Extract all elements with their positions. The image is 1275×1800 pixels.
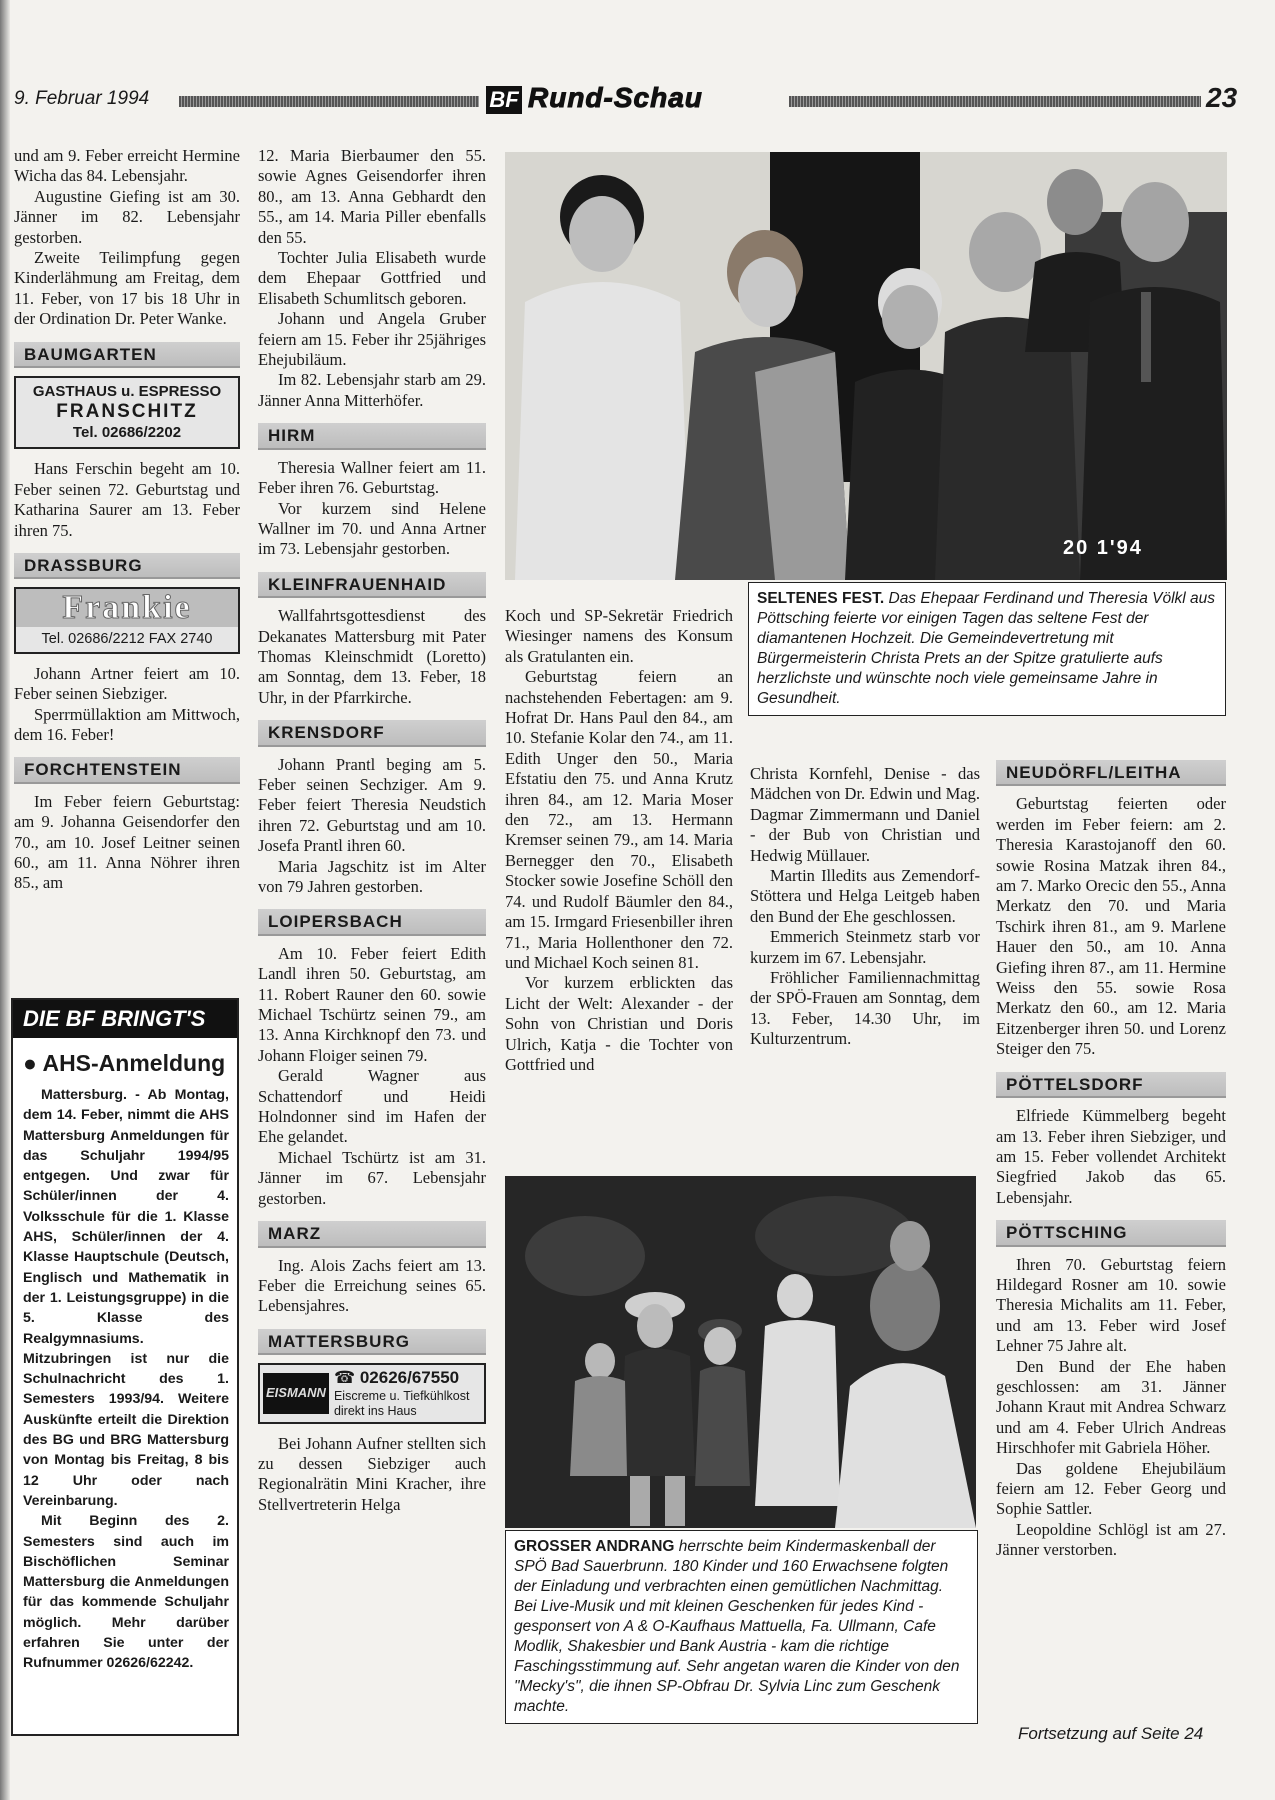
article-text: Bei Johann Aufner stellten sich zu dessen Siebziger auch Regionalrätin Mini Kracher, ihre Stellvertreterin Helga <box>258 1433 486 1514</box>
info-box-text: Mit Beginn des 2. Semesters sind auch im Bischöflichen Seminar Mattersburg die Anmeldungen für das kommende Schuljahr möglich. Mehr darüber erfahren Sie unter der Rufnummer 02626/62242. <box>23 1513 229 1672</box>
ad-frankie <box>14 587 240 653</box>
header-rule-right <box>789 96 1201 107</box>
column-1 <box>14 146 240 894</box>
caption-text: Das Ehepaar Ferdinand und Theresia Völkl aus Pöttsching feierte vor einigen Tagen das seltene Fest der diamantenen Hochzeit. Die Gemeindevertretung mit Bürgermeisterin Christa Prets an der Spitze gratulierte aufs herzlichste und wünschte noch viele gemeinsame Jahre in Gesundheit. <box>757 590 1216 707</box>
info-box-banner: DIE BF BRINGT'S <box>13 1000 237 1038</box>
article-text: Augustine Giefing ist am 30. Jänner im 82. Lebensjahr gestorben. <box>14 186 240 247</box>
page-header <box>14 82 1238 124</box>
photo-image <box>505 1176 976 1528</box>
article-text: Geburtstag feiern an nachstehenden Febertagen: am 9. Hofrat Dr. Hans Paul den 84., am 10. Stefanie Kolar den 74., am 11. Edith Unger den 50., Maria Efstatiu den 75. und Anna Krutz ihren 84., am 12. Maria Moser den 72., am 13. Hermann Kremser seinen 79., am 14. Maria Bernegger den 70., Elisabeth Stocker sowie Josefine Schöll den 74. und Rudolf Bäumler den 84., am 15. Irmgard Friesenbiller ihren 71., Maria Hollenthoner den 72. und Michael Koch seinen 81. <box>505 667 733 972</box>
ad-gasthaus-franschitz <box>14 376 240 449</box>
page-number: 23 <box>1206 82 1238 113</box>
article-text: Johann und Angela Gruber feiern am 15. Feber ihr 25jähriges Ehejubiläum. <box>258 309 486 370</box>
ad-eismann-logo: EISMANN <box>263 1373 329 1413</box>
article-text: 12. Maria Bierbaumer den 55. sowie Agnes Geisendorfer ihren 80., am 13. Anna Gebhardt den 55., am 14. Maria Piller ebenfalls den 55. <box>258 146 486 247</box>
ad-phone: Tel. 02686/2202 <box>72 423 182 441</box>
ad-phone: Tel. 02686/2212 FAX 2740 <box>41 631 213 648</box>
ad-eismann <box>258 1363 486 1423</box>
article-text: Theresia Wallner feiert am 11. Feber ihren 76. Geburtstag. <box>258 457 486 498</box>
info-box-title: AHS-Anmeldung <box>42 1050 226 1076</box>
section-heading-baumgarten: BAUMGARTEN <box>14 342 240 368</box>
article-text: Das goldene Ehejubiläum feiern am 12. Feber Georg und Sophie Sattler. <box>996 1458 1226 1519</box>
article-text: und am 9. Feber erreicht Hermine Wicha das 84. Lebensjahr. <box>14 146 240 186</box>
section-heading-poettelsdorf: PÖTTELSDORF <box>996 1072 1226 1098</box>
article-text: Im Feber feiern Geburtstag: am 9. Johanna Geisendorfer den 70., am 10. Josef Leitner seinen 60., am 11. Anna Nöhrer ihren 85., am <box>14 791 240 893</box>
photo-diamond-wedding <box>505 152 1227 580</box>
article-text: Vor kurzem erblickten das Licht der Welt: Alexander - der Sohn von Christian und Doris Ulrich, Katja - die Tochter von Gottfried und <box>505 973 733 1074</box>
caption-headline: GROSSER ANDRANG <box>514 1538 675 1555</box>
article-text: Fröhlicher Familiennachmittag der SPÖ-Frauen am Sonntag, dem 13. Feber, 14.30 Uhr, im Kulturzentrum. <box>750 968 980 1049</box>
article-text: Christa Kornfehl, Denise - das Mädchen von Dr. Edwin und Mag. Dagmar Zimmermann und Daniel - der Bub von Christian und Hedwig Müllauer. <box>750 764 980 865</box>
section-heading-mattersburg: MATTERSBURG <box>258 1329 486 1355</box>
article-text: Geburtstag feierten oder werden im Feber feiern: am 2. Theresia Karastojanoff den 60. sowie Rosina Matzak ihren 84., am 7. Marko Orecic den 55., Anna Merkatz den 70. und Maria Tschirk ihren 81., am 9. Marlene Hauer den 50., am 10. Anna Giefing ihren 87., am 11. Hermine Weiss den 55. sowie Rosa Merkatz den 60., am 12. Maria Eitzenberger ihren 50. und Lorenz Steiger den 75. <box>996 794 1226 1059</box>
header-rule-left <box>179 96 479 107</box>
article-text: Wallfahrtsgottesdienst des Dekanates Mattersburg mit Pater Thomas Kleinschmidt (Loretto) am Sonntag, dem 13. Feber, 18 Uhr, in der Pfarrkirche. <box>258 606 486 707</box>
section-heading-kleinfrauenhaid: KLEINFRAUENHAID <box>258 572 486 598</box>
article-text: Koch und SP-Sekretär Friedrich Wiesinger namens des Konsum als Gratulanten ein. <box>505 606 733 666</box>
article-text: Johann Artner feiert am 10. Feber seinen Siebziger. <box>14 663 240 704</box>
masthead-title: Rund-Schau <box>528 82 703 113</box>
article-text: Am 10. Feber feiert Edith Landl ihren 50. Geburtstag, am 11. Robert Rauner den 60. sowie Michael Tschürtz seinen 79., am 13. Anna Kirchknopf den 73. und Johann Floiger seinen 79. <box>258 943 486 1065</box>
bullet-icon: ● <box>23 1050 37 1076</box>
ad-phone: ☎ 02626/67550 <box>333 1368 460 1388</box>
photo-caption-diamond-wedding <box>748 582 1226 716</box>
section-heading-krensdorf: KRENSDORF <box>258 720 486 746</box>
caption-headline: SELTENES FEST. <box>757 590 885 607</box>
article-text: Elfriede Kümmelberg begeht am 13. Feber ihren Siebziger, und am 15. Feber vollendet Architekt Siegfried Jakob das 65. Lebensjahr. <box>996 1106 1226 1207</box>
section-heading-poettsching: PÖTTSCHING <box>996 1220 1226 1246</box>
photo-childrens-masked-ball <box>505 1176 976 1528</box>
article-text: Gerald Wagner aus Schattendorf und Heidi Holndonner sind im Hafen der Ehe gelandet. <box>258 1066 486 1147</box>
ad-frankie-logo: Frankie <box>16 589 238 627</box>
article-text: Vor kurzem sind Helene Wallner im 70. und Anna Artner im 73. Lebensjahr gestorben. <box>258 498 486 559</box>
photo-image <box>505 152 1227 580</box>
photo-date-stamp: 20 1'94 <box>1063 537 1143 559</box>
ad-line: GASTHAUS u. ESPRESSO <box>32 383 222 401</box>
column-4 <box>750 764 980 1050</box>
article-text: Emmerich Steinmetz starb vor kurzem im 67. Lebensjahr. <box>750 927 980 967</box>
ad-text: Eiscreme u. Tiefkühlkost direkt ins Haus <box>333 1388 470 1418</box>
article-text: Michael Tschürtz ist am 31. Jänner im 67. Lebensjahr gestorben. <box>258 1147 486 1208</box>
ad-brand: FRANSCHITZ <box>56 401 198 423</box>
column-5 <box>996 760 1226 1561</box>
article-text: Ing. Alois Zachs feiert am 13. Feber die Erreichung seines 65. Lebensjahres. <box>258 1255 486 1316</box>
article-text: Zweite Teilimpfung gegen Kinderlähmung am Freitag, dem 11. Feber, von 17 bis 18 Uhr in der Ordination Dr. Peter Wanke. <box>14 248 240 329</box>
info-box-text: Mattersburg. - Ab Montag, dem 14. Feber, nimmt die AHS Mattersburg Anmeldungen für das Schuljahr 1994/95 entgegen. Und zwar für Schüler/innen der 4. Volksschule für die 1. Klasse AHS, Schüler/innen der 4. Klasse Hauptschule (Deutsch, Englisch und Mathematik in der 1. Leistungsgruppe) in die 5. Klasse des Realgymnasiums. Mitzubringen ist nur die Schulnachricht des 1. Semesters 1993/94. Weitere Auskünfte erteilt die Direktion des BG und BRG Mattersburg von Montag bis Freitag, 8 bis 12 Uhr oder nach Vereinbarung. <box>23 1087 229 1509</box>
section-heading-forchtenstein: FORCHTENSTEIN <box>14 757 240 783</box>
article-text: Sperrmüllaktion am Mittwoch, dem 16. Feber! <box>14 704 240 744</box>
caption-text: herrschte beim Kindermaskenball der SPÖ Bad Sauerbrunn. 180 Kinder und 160 Erwachsene folgten der Einladung und verbrachten einen gemütlichen Nachmittag. Bei Live-Musik und mit kleinen Geschenken für jedes Kind - gesponsert von A & O-Kaufhaus Mattuella, Fa. Ullmann, Cafe Modlik, Shakesbier und Bank Austria - kam die richtige Faschingsstimmung auf. Sehr angetan waren die Kinder von den "Mecky's", die ihnen SP-Obfrau Dr. Sylvia Linc zum Geschenk machte. <box>514 1538 960 1715</box>
binding-shadow <box>0 0 10 1800</box>
article-text: Ihren 70. Geburtstag feiern Hildegard Rosner am 10. sowie Theresia Michalits am 11. Feber, und am 13. Feber wird Josef Lehner 75 Jahre alt. <box>996 1254 1226 1356</box>
info-box-body <box>13 1038 237 1674</box>
article-text: Johann Prantl beging am 5. Feber seinen Sechziger. Am 9. Feber feiert Theresia Neudstich ihren 72. Geburtstag und am 10. Josefa Prantl ihren 60. <box>258 754 486 856</box>
section-heading-drassburg: DRASSBURG <box>14 553 240 579</box>
article-text: Im 82. Lebensjahr starb am 29. Jänner Anna Mitterhöfer. <box>258 370 486 410</box>
article-text: Maria Jagschitz ist im Alter von 79 Jahren gestorben. <box>258 856 486 896</box>
ad-eismann-body <box>334 1368 481 1418</box>
article-text: Den Bund der Ehe haben geschlossen: am 31. Jänner Johann Kraut mit Andrea Schwarz und am 4. Feber Ulrich Andreas Hirschhofer mit Gabriela Höher. <box>996 1356 1226 1458</box>
article-text: Leopoldine Schlögl ist am 27. Jänner verstorben. <box>996 1519 1226 1560</box>
section-heading-neudoerfl: NEUDÖRFL/LEITHA <box>996 760 1226 786</box>
info-box-title-row <box>23 1050 229 1077</box>
section-heading-hirm: HIRM <box>258 423 486 449</box>
column-2 <box>258 146 486 1515</box>
section-heading-loipersbach: LOIPERSBACH <box>258 909 486 935</box>
info-box <box>11 998 239 1736</box>
article-text: Tochter Julia Elisabeth wurde dem Ehepaar Gottfried und Elisabeth Schumlitsch geboren. <box>258 248 486 308</box>
article-text: Hans Ferschin begeht am 10. Feber seinen 72. Geburtstag und Katharina Saurer am 13. Feber ihren 75. <box>14 459 240 540</box>
section-heading-marz: MARZ <box>258 1221 486 1247</box>
continued-note: Fortsetzung auf Seite 24 <box>1018 1724 1204 1743</box>
column-3 <box>505 606 733 1075</box>
bf-logo-text: BF <box>489 87 519 112</box>
bf-logo <box>486 86 522 114</box>
article-text: Martin Illedits aus Zemendorf-Stöttera und Helga Leitgeb haben den Bund der Ehe geschlossen. <box>750 866 980 926</box>
issue-date: 9. Februar 1994 <box>14 88 150 109</box>
photo-caption-masked-ball <box>505 1530 978 1724</box>
